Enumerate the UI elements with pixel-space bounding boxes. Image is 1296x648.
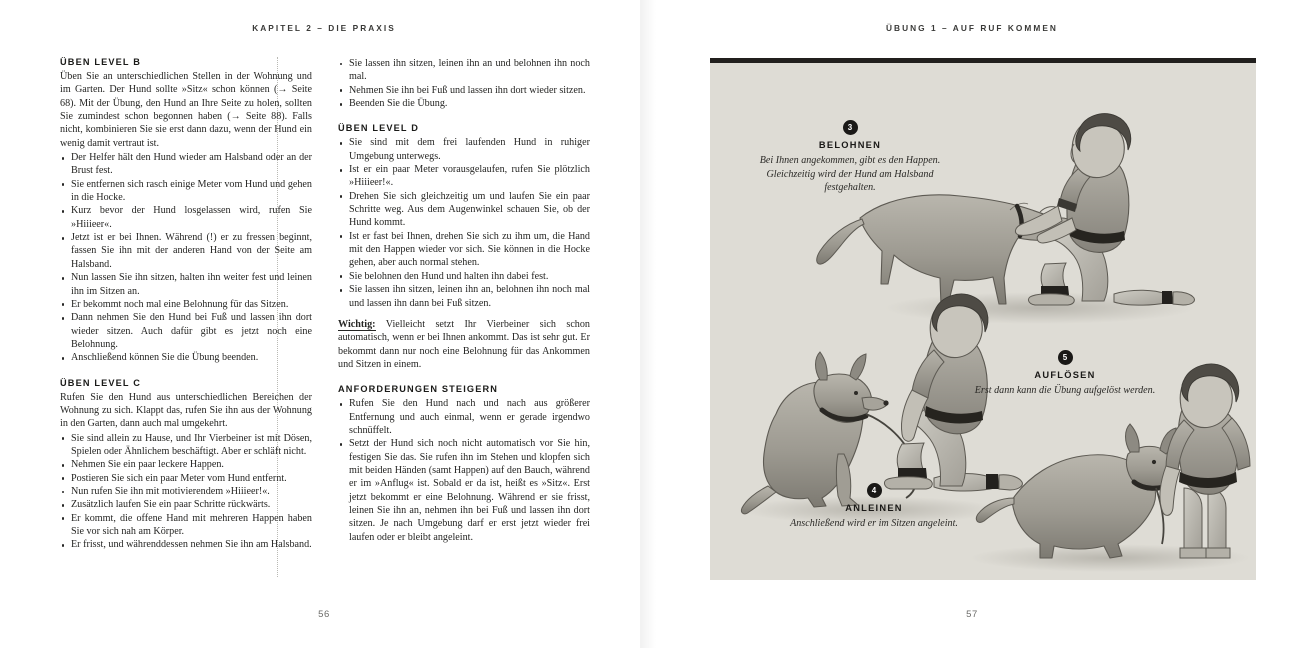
caption-text-belohnen: Bei Ihnen angekommen, gibt es den Happen. Gleichzeitig wird der Hund am Halsband festgehalten. <box>759 155 941 194</box>
step-badge-4: 4 <box>867 483 882 498</box>
list-item: Nehmen Sie ein paar leckere Happen. <box>60 458 312 471</box>
heading-uben-level-d: ÜBEN LEVEL D <box>338 123 420 134</box>
step-badge-3: 3 <box>843 120 858 135</box>
list-item: Nun rufen Sie ihn mit motivierendem »Hiiieer!«. <box>60 485 312 498</box>
list-item: Postieren Sie sich ein paar Meter vom Hund entfernt. <box>60 472 312 485</box>
list-item: Sie sind mit dem frei laufenden Hund in ruhiger Umgebung unterwegs. <box>338 136 590 163</box>
list-item: Er frisst, und währenddessen nehmen Sie ihn am Halsband. <box>60 538 312 551</box>
folio-right: 57 <box>966 609 978 620</box>
list-item: Dann nehmen Sie den Hund bei Fuß und lassen ihn dort wieder sitzen. Auch dafür gibt es jetzt noch eine Belohnung. <box>60 311 312 351</box>
list-item: Sie entfernen sich rasch einige Meter vom Hund und gehen in die Hocke. <box>60 178 312 205</box>
paragraph-intro-c: Rufen Sie den Hund aus unterschiedlichen Bereichen der Wohnung zu sich. Klappt das, rufen Sie ihn aus der Wohnung in den Garten, dann auch mal umgekehrt. <box>60 391 312 430</box>
heading-uben-level-c: ÜBEN LEVEL C <box>60 377 142 388</box>
caption-text-anleinen: Anschließend wird er im Sitzen angeleint. <box>790 518 958 529</box>
bullet-list-level-d <box>338 136 590 309</box>
column-one <box>60 57 312 577</box>
list-item: Rufen Sie den Hund nach und nach aus größerer Entfernung und auch einmal, wenn er gerade irgendwo schnüffelt. <box>338 397 590 437</box>
caption-belohnen <box>750 120 950 195</box>
folio-left: 56 <box>318 609 330 620</box>
list-item: Setzt der Hund sich noch nicht automatisch vor Sie hin, festigen Sie das. Sie rufen ihn im Stehen und klopfen sich mit beiden Händen (samt Happen) auf den Bauch, während er im »Anflug« ist. Sobald er da ist, heißt es »Sitz«. Erst jetzt bekommt er eine Belohnung. Während er sie frisst, leinen Sie ihn an, nehmen ihn bei Fuß und lassen ihn dort sitzen. Je nach Umgebung darf er erst jetzt wieder frei laufen oder er bleibt angeleint. <box>338 437 590 544</box>
caption-title-aufloesen: AUFLÖSEN <box>1034 370 1096 380</box>
step-badge-5: 5 <box>1058 350 1073 365</box>
bullet-list-steigern <box>338 397 590 544</box>
list-item: Sie belohnen den Hund und halten ihn dabei fest. <box>338 270 590 283</box>
bullet-list-level-c <box>60 432 312 552</box>
list-item: Er kommt, die offene Hand mit mehreren Happen haben Sie vor sich nah am Körper. <box>60 512 312 539</box>
caption-title-belohnen: BELOHNEN <box>818 140 882 150</box>
running-head-left: KAPITEL 2 – DIE PRAXIS <box>252 23 396 33</box>
column-two <box>338 57 590 577</box>
list-item: Beenden Sie die Übung. <box>338 97 590 110</box>
list-item: Sie sind allein zu Hause, und Ihr Vierbeiner ist mit Dösen, Spielen oder Ähnlichem beschäftigt. Aber er schläft nicht. <box>60 432 312 459</box>
note-body: Vielleicht setzt Ihr Vierbeiner sich schon automatisch, wenn er bei Ihnen ankommt. Das ist sehr gut. Er bekommt dann nur noch eine Belohnung für das Ankommen und Sitzen in einem. <box>338 318 590 370</box>
list-item: Nehmen Sie ihn bei Fuß und lassen ihn dort wieder sitzen. <box>338 84 590 97</box>
paragraph-intro-b: Üben Sie an unterschiedlichen Stellen in der Wohnung und im Garten. Der Hund sollte »Sitz« schon können (→ Seite 68). Mit der Übung, den Hund an Ihre Seite zu holen, sollten Sie zumindest schon begonnen haben (→ Seite 88). Falls nicht, kombinieren Sie sie erst dann dazu, wenn der Hund ein wenig damit vertraut ist. <box>60 71 312 149</box>
list-item: Sie lassen ihn sitzen, leinen ihn an, belohnen ihn noch mal und lassen ihn dann bei Fuß sitzen. <box>338 283 590 310</box>
list-item: Ist er ein paar Meter vorausgelaufen, rufen Sie plötzlich »Hiiieer!«. <box>338 163 590 190</box>
note-label: Wichtig: <box>338 318 376 330</box>
list-item: Drehen Sie sich gleichzeitig um und laufen Sie ein paar Schritte weg. Aus dem Augenwinkel schauen Sie, ob der Hund kommt. <box>338 190 590 230</box>
bullet-list-continued <box>338 57 590 110</box>
bullet-list-level-b <box>60 151 312 365</box>
caption-text-aufloesen: Erst dann kann die Übung aufgelöst werden. <box>974 385 1156 396</box>
right-page <box>648 0 1296 648</box>
list-item: Ist er fast bei Ihnen, drehen Sie sich zu ihm um, die Hand mit den Happen wieder vor sich. Sie können in die Hocke gehen, aber auch normal stehen. <box>338 230 590 270</box>
list-item: Kurz bevor der Hund losgelassen wird, rufen Sie »Hiiieer«. <box>60 204 312 231</box>
heading-anforderungen-steigern: ANFORDERUNGEN STEIGERN <box>338 384 499 395</box>
list-item: Zusätzlich laufen Sie ein paar Schritte rückwärts. <box>60 498 312 511</box>
caption-title-anleinen: ANLEINEN <box>845 503 903 513</box>
list-item: Nun lassen Sie ihn sitzen, halten ihn weiter fest und leinen ihn im Sitzen an. <box>60 271 312 298</box>
list-item: Anschließend können Sie die Übung beenden. <box>60 351 312 364</box>
heading-uben-level-b: ÜBEN LEVEL B <box>60 57 142 67</box>
text-columns <box>60 57 590 577</box>
list-item: Er bekommt noch mal eine Belohnung für das Sitzen. <box>60 298 312 311</box>
note-wichtig <box>338 318 590 371</box>
list-item: Jetzt ist er bei Ihnen. Während (!) er zu fressen beginnt, fassen Sie ihn mit der anderen Hand von der Seite am Halsband. <box>60 231 312 271</box>
running-head-right: ÜBUNG 1 – AUF RUF KOMMEN <box>886 23 1058 33</box>
list-item: Der Helfer hält den Hund wieder am Halsband oder an der Brust fest. <box>60 151 312 178</box>
list-item: Sie lassen ihn sitzen, leinen ihn an und belohnen ihn noch mal. <box>338 57 590 84</box>
illustration-panel <box>710 58 1256 580</box>
caption-anleinen <box>788 483 960 531</box>
caption-aufloesen <box>972 350 1158 398</box>
